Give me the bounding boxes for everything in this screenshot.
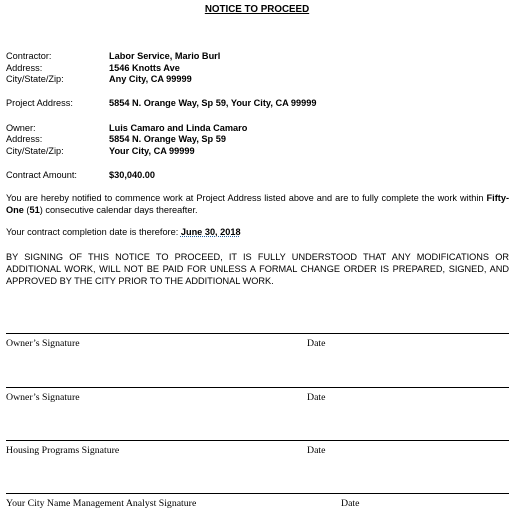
notice-text-after: consecutive calendar days thereafter. (42, 205, 198, 215)
date-label-1: Date (307, 338, 326, 349)
contractor-name: Labor Service, Mario Burl (109, 51, 221, 61)
notice-days-words: Fifty-One (6, 193, 509, 215)
notice-days-open: ( (23, 205, 30, 215)
project-address: 5854 N. Orange Way, Sp 59, Your City, CA 99999 (109, 98, 317, 108)
contractor-address: 1546 Knotts Ave (109, 63, 180, 73)
date-label-4: Date (341, 498, 360, 509)
owner-signature-label-1: Owner’s Signature (6, 338, 80, 349)
management-analyst-signature-label: Your City Name Management Analyst Signature (6, 498, 197, 509)
disclaimer-paragraph: BY SIGNING OF THIS NOTICE TO PROCEED, IT IS FULLY UNDERSTOOD THAT ANY MODIFICATIONS OR ADDITIONAL WORK, WILL NOT BE PAID FOR UNLESS A FORMAL CHANGE ORDER IS PREPARED, SIGNED, AND APPROVED BY THE CITY PRIOR TO THE ADDITIONAL WORK. (6, 252, 509, 286)
project-address-label: Project Address: (6, 98, 73, 108)
completion-text: Your contract completion date is therefore: (6, 227, 181, 237)
notice-paragraph (6, 192, 509, 216)
completion-date: June 30, 2018 (180, 227, 241, 237)
owner-signature-label-2: Owner’s Signature (6, 392, 80, 403)
contractor-label: Contractor: (6, 51, 52, 61)
contract-amount-label: Contract Amount: (6, 170, 77, 180)
owner-address-label: Address: (6, 134, 43, 144)
completion-line (6, 227, 241, 237)
owner-label: Owner: (6, 123, 36, 133)
contractor-csz: Any City, CA 99999 (109, 74, 192, 84)
owner-csz: Your City, CA 99999 (109, 146, 195, 156)
notice-days-number: 51 (29, 205, 40, 215)
date-label-3: Date (307, 445, 326, 456)
signature-line (6, 440, 509, 441)
housing-programs-signature-label: Housing Programs Signature (6, 445, 120, 456)
contractor-address-label: Address: (6, 63, 43, 73)
page-title: NOTICE TO PROCEED (204, 4, 310, 15)
owner-name: Luis Camaro and Linda Camaro (109, 123, 248, 133)
notice-text-before: You are hereby notified to commence work at Project Address listed above and are to fully complete the work within (6, 193, 487, 203)
date-label-2: Date (307, 392, 326, 403)
owner-address: 5854 N. Orange Way, Sp 59 (109, 134, 226, 144)
contract-amount: $30,040.00 (109, 170, 155, 180)
contractor-csz-label: City/State/Zip: (6, 74, 64, 84)
notice-days-close: ) (39, 205, 43, 215)
owner-csz-label: City/State/Zip: (6, 146, 64, 156)
signature-line (6, 493, 509, 494)
signature-line (6, 387, 509, 388)
signature-line (6, 333, 509, 334)
